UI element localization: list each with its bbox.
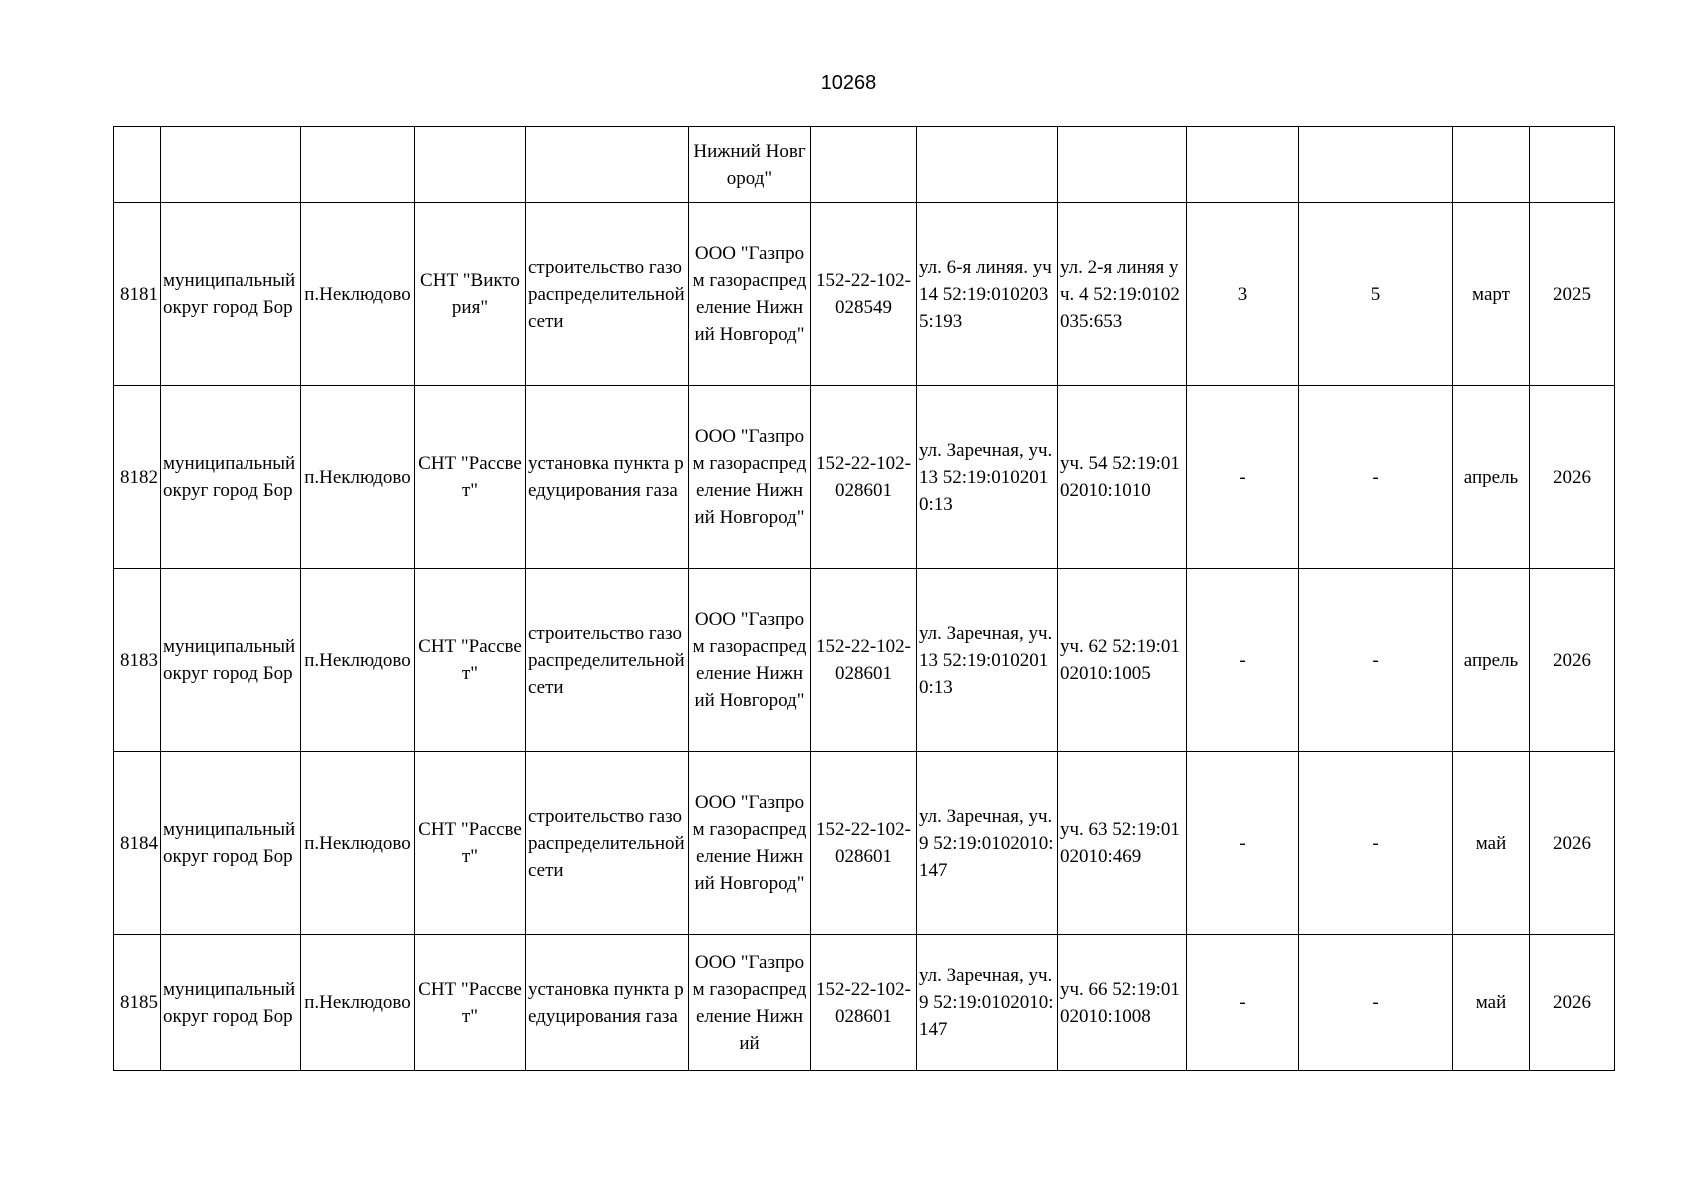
cell-settlement: п.Неклюдово <box>301 752 415 935</box>
cell-value-1: - <box>1187 935 1299 1071</box>
cell-from-address: ул. Заречная, уч. 13 52:19:0102010:13 <box>917 386 1058 569</box>
cell-code: 152-22-102-028601 <box>811 386 917 569</box>
cell-operator: ООО "Газпром газораспределение Нижний Новгород" <box>689 386 811 569</box>
cell-work: строительство газораспределительной сети <box>526 569 689 752</box>
cell-month: апрель <box>1453 386 1530 569</box>
cell-operator: ООО "Газпром газораспределение Нижний Новгород" <box>689 203 811 386</box>
cell-year: 2026 <box>1530 935 1615 1071</box>
cell-from-address: ул. 6-я линяя. уч 14 52:19:0102035:193 <box>917 203 1058 386</box>
cell-snt: СНТ "Рассвет" <box>415 935 526 1071</box>
cell-id: 8185 <box>114 935 161 1071</box>
cell-snt: СНТ "Рассвет" <box>415 386 526 569</box>
cell-work: строительство газораспределительной сети <box>526 203 689 386</box>
cell-to-address: уч. 62 52:19:0102010:1005 <box>1058 569 1187 752</box>
cell-year: 2026 <box>1530 569 1615 752</box>
cell-municipality: муниципальный округ город Бор <box>161 935 301 1071</box>
cell-id: 8184 <box>114 752 161 935</box>
table-row <box>114 752 1615 935</box>
cell-month: март <box>1453 203 1530 386</box>
table-row <box>114 935 1615 1071</box>
cell-from-address: ул. Заречная, уч. 9 52:19:0102010:147 <box>917 752 1058 935</box>
cell-from-address: ул. Заречная, уч. 9 52:19:0102010:147 <box>917 935 1058 1071</box>
cell-year: 2025 <box>1530 203 1615 386</box>
cell-year: 2026 <box>1530 752 1615 935</box>
cell-id: 8183 <box>114 569 161 752</box>
cell-settlement: п.Неклюдово <box>301 569 415 752</box>
cell-to-address: уч. 66 52:19:0102010:1008 <box>1058 935 1187 1071</box>
cell-municipality: муниципальный округ город Бор <box>161 752 301 935</box>
cell-month: май <box>1453 935 1530 1071</box>
cell-from-address: ул. Заречная, уч. 13 52:19:0102010:13 <box>917 569 1058 752</box>
cell-value-2: 5 <box>1299 203 1453 386</box>
cell-value-1: 3 <box>1187 203 1299 386</box>
cell-value-2: - <box>1299 935 1453 1071</box>
cell-municipality: муниципальный округ город Бор <box>161 569 301 752</box>
cell-value-1: - <box>1187 386 1299 569</box>
cell-work: установка пункта редуцирования газа <box>526 386 689 569</box>
cell-work: строительство газораспределительной сети <box>526 752 689 935</box>
cell-value-1: - <box>1187 569 1299 752</box>
cell-operator: ООО "Газпром газораспределение Нижний Новгород" <box>689 569 811 752</box>
cell-settlement: п.Неклюдово <box>301 935 415 1071</box>
cell-code: 152-22-102-028601 <box>811 752 917 935</box>
data-table <box>113 126 1615 1071</box>
table-row <box>114 569 1615 752</box>
cell-value-2: - <box>1299 752 1453 935</box>
cell-settlement: п.Неклюдово <box>301 203 415 386</box>
cell-id: 8181 <box>114 203 161 386</box>
cell-value-2: - <box>1299 569 1453 752</box>
cell-to-address: уч. 63 52:19:0102010:469 <box>1058 752 1187 935</box>
cell-code: 152-22-102-028601 <box>811 935 917 1071</box>
cell-operator: ООО "Газпром газораспределение Нижний Новгород" <box>689 752 811 935</box>
page-number: 10268 <box>820 72 877 94</box>
cell-month: май <box>1453 752 1530 935</box>
cell-code: 152-22-102-028601 <box>811 569 917 752</box>
table-row <box>114 203 1615 386</box>
cell-to-address: ул. 2-я линяя уч. 4 52:19:0102035:653 <box>1058 203 1187 386</box>
table-row <box>114 386 1615 569</box>
cell-operator: Нижний Новгород" <box>689 127 811 203</box>
cell-id: 8182 <box>114 386 161 569</box>
cell-snt: СНТ "Рассвет" <box>415 752 526 935</box>
cell-work: установка пункта редуцирования газа <box>526 935 689 1071</box>
cell-code: 152-22-102-028549 <box>811 203 917 386</box>
table-row-continuation <box>114 127 1615 203</box>
cell-settlement: п.Неклюдово <box>301 386 415 569</box>
cell-year: 2026 <box>1530 386 1615 569</box>
cell-value-1: - <box>1187 752 1299 935</box>
cell-snt: СНТ "Виктория" <box>415 203 526 386</box>
cell-snt: СНТ "Рассвет" <box>415 569 526 752</box>
cell-municipality: муниципальный округ город Бор <box>161 386 301 569</box>
cell-operator: ООО "Газпром газораспределение Нижний <box>689 935 811 1071</box>
cell-to-address: уч. 54 52:19:0102010:1010 <box>1058 386 1187 569</box>
cell-value-2: - <box>1299 386 1453 569</box>
cell-municipality: муниципальный округ город Бор <box>161 203 301 386</box>
cell-month: апрель <box>1453 569 1530 752</box>
